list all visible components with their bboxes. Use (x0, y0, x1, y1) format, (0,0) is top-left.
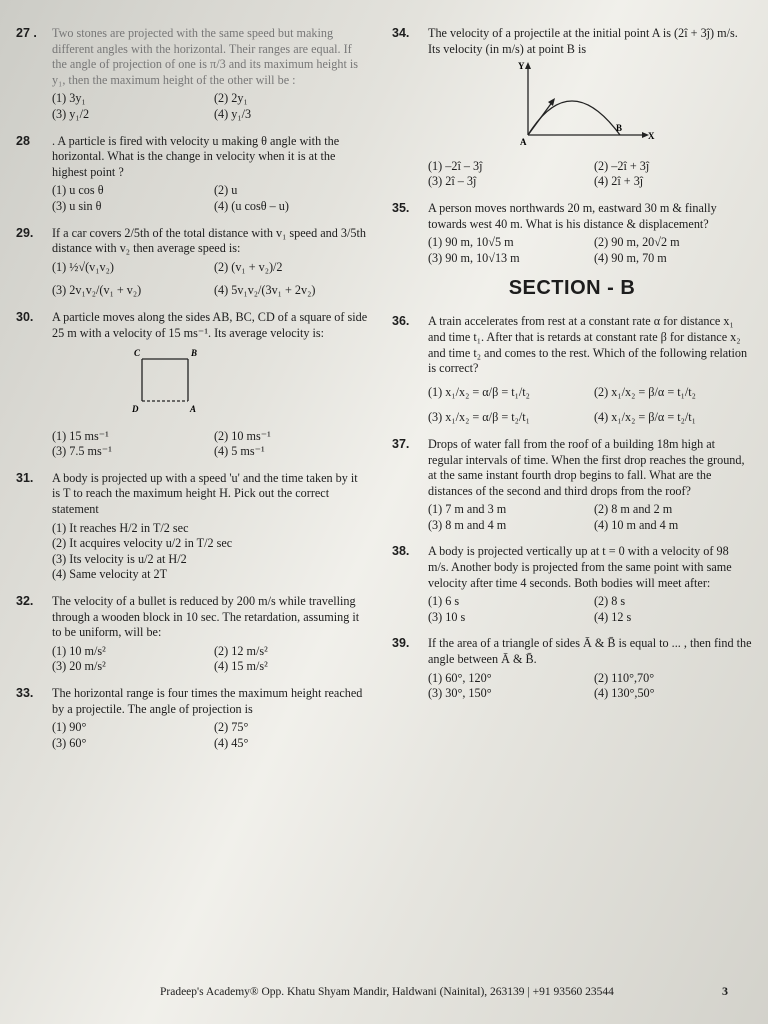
question-34 (392, 26, 752, 190)
option-1: (1) 3y₁ (52, 91, 86, 106)
option-4: (4) 5 ms⁻¹ (214, 444, 265, 459)
option-2: (2) 90 m, 20√2 m (594, 235, 680, 250)
trajectory-curve (528, 101, 623, 135)
square-path-diagram (112, 345, 222, 417)
option-4: (4) 15 m/s² (214, 659, 268, 674)
option-1: (1) 7 m and 3 m (428, 502, 507, 517)
option-2: (2) 75° (214, 720, 249, 735)
option-1: (1) x₁/x₂ = α/β = t₁/t₂ (428, 384, 530, 399)
question-number: 32. (16, 594, 34, 609)
option-1: (1) u cos θ (52, 183, 104, 198)
question-number: 35. (392, 200, 410, 215)
options (428, 385, 752, 426)
option-4: (4) 2î + 3ĵ (594, 174, 644, 189)
options (52, 429, 368, 460)
option-3: (3) 7.5 ms⁻¹ (52, 444, 112, 459)
question-29 (16, 226, 368, 299)
question-number: 30. (16, 309, 34, 324)
option-2: (2) It acquires velocity u/2 in T/2 sec (52, 536, 233, 551)
option-1: (1) 60°, 120° (428, 670, 492, 685)
question-text: A particle moves along the sides AB, BC, CD of a square of side 25 m with a velocity of 15 ms⁻¹. Its average velocity is: (52, 309, 368, 340)
question-text: . A particle is fired with velocity u making θ angle with the horizontal. What is the change in velocity when it is at the highest point ? (52, 133, 340, 179)
option-4: (4) 10 m and 4 m (594, 517, 679, 532)
question-number: 36. (392, 314, 410, 329)
option-4: (4) 45° (214, 735, 249, 750)
question-31 (16, 471, 368, 583)
options (52, 644, 368, 675)
question-text: Drops of water fall from the roof of a building 18m high at regular intervals of time. When the first drop reaches the ground, at the same instant fourth drop begins to fall. What are the distances of the second and third drops from the roof? (428, 436, 745, 498)
options (52, 720, 368, 751)
label-x: X (648, 131, 655, 142)
question-text: If the area of a triangle of sides Ā & B̄ is equal to ... , then find the angle between Ā & B̄. (428, 636, 752, 667)
question-36 (392, 314, 752, 426)
question-27 (16, 26, 368, 123)
question-text: A body is projected up with a speed 'u' and the time taken by it is T to reach the maximum height H. Pick out the correct statement (52, 470, 358, 517)
question-number: 39. (392, 636, 410, 651)
option-1: (1) 90° (52, 720, 87, 735)
question-28 (16, 134, 368, 215)
page-footer: Pradeep's Academy® Opp. Khatu Shyam Mandir, Haldwani (Nainital), 263139 | +91 93560 23544 (160, 986, 614, 998)
options (428, 502, 752, 533)
option-2: (2) 2y₁ (214, 91, 248, 106)
options (52, 91, 368, 122)
question-text: A person moves northwards 20 m, eastward 30 m & finally towards west 40 m. What is his distance & displacement? (428, 200, 717, 231)
option-2: (2) x₁/x₂ = β/α = t₁/t₂ (594, 384, 696, 399)
question-number: 28 (16, 133, 30, 148)
section-heading: SECTION - B (508, 277, 636, 300)
question-text: The velocity of a bullet is reduced by 200 m/s while travelling through a wooden block in 10 sec. The retardation, assuming it to be uniform, will be: (52, 594, 360, 640)
option-3: (3) 60° (52, 735, 87, 750)
option-4: (4) 12 s (594, 609, 632, 624)
question-number: 38. (392, 544, 410, 559)
options (428, 671, 752, 702)
question-35 (392, 201, 752, 266)
option-2: (2) 8 m and 2 m (594, 502, 673, 517)
question-30 (16, 310, 368, 460)
question-text: A train accelerates from rest at a constant rate α for distance x₁ and time t₁. After that is retards at constant rate β for distance x₂ and time t₂ and comes to the rest. Which of the following relation is correct? (428, 314, 748, 376)
velocity-arrowhead (548, 98, 555, 106)
question-38 (392, 544, 752, 625)
initial-velocity-vector (528, 101, 553, 135)
option-3: (3) 30°, 150° (428, 686, 492, 701)
label-c: C (134, 348, 141, 359)
option-4: (4) 90 m, 70 m (594, 250, 667, 265)
y-axis-arrow (525, 62, 531, 69)
option-1: (1) 10 m/s² (52, 643, 106, 658)
option-1: (1) 6 s (428, 594, 460, 609)
option-3: (3) 10 s (428, 609, 466, 624)
option-4: (4) (u cosθ – u) (214, 198, 289, 213)
question-text: A body is projected vertically up at t = 0 with a velocity of 98 m/s. Another body is projected from the same point with same velocity after time 4 seconds. Both bodies will meet after: (428, 544, 732, 590)
question-number: 34. (392, 26, 410, 40)
question-text: If a car covers 2/5th of the total distance with v₁ speed and 3/5th distance with v₂ then average speed is: (52, 225, 366, 256)
option-2: (2) –2î + 3ĵ (594, 158, 650, 173)
label-a: A (190, 404, 197, 415)
question-text: The horizontal range is four times the maximum height reached by a projectile. The angle of projection is (52, 686, 363, 716)
option-1: (1) 90 m, 10√5 m (428, 235, 514, 250)
question-text: The velocity of a projectile at the initial point A is (2î + 3ĵ) m/s. Its velocity (in m/s) at point B is (428, 26, 738, 56)
question-text: Two stones are projected with the same speed but making different angles with the horizontal. Their ranges are equal. If the angle of projection of one is π/3 and its maximum height is y₁, then the maximum height of the other will be : (52, 26, 359, 87)
label-b: B (191, 348, 198, 359)
options (52, 521, 368, 583)
right-column (392, 26, 752, 713)
question-number: 37. (392, 436, 410, 451)
option-1: (1) 15 ms⁻¹ (52, 428, 109, 443)
option-2: (2) 12 m/s² (214, 643, 268, 658)
option-4: (4) 5v₁v₂/(3v₁ + 2v₂) (214, 283, 316, 298)
option-3: (3) x₁/x₂ = α/β = t₂/t₁ (428, 410, 530, 425)
option-2: (2) u (214, 183, 238, 198)
option-4: (4) x₁/x₂ = β/α = t₂/t₁ (594, 410, 696, 425)
option-3: (3) 8 m and 4 m (428, 517, 507, 532)
options (52, 183, 368, 214)
options (428, 159, 752, 190)
label-a: A (520, 137, 527, 148)
option-3: (3) u sin θ (52, 198, 102, 213)
question-number: 31. (16, 470, 34, 485)
projectile-diagram (508, 61, 658, 147)
option-3: (3) y₁/2 (52, 106, 90, 121)
options (428, 235, 752, 266)
option-1: (1) It reaches H/2 in T/2 sec (52, 520, 189, 535)
label-y: Y (518, 61, 525, 72)
question-number: 33. (16, 686, 34, 700)
page-number: 3 (722, 984, 728, 998)
option-2: (2) 10 ms⁻¹ (214, 428, 271, 443)
question-32 (16, 594, 368, 675)
options (52, 260, 368, 299)
option-4: (4) Same velocity at 2T (52, 567, 168, 582)
option-3: (3) 90 m, 10√13 m (428, 250, 520, 265)
left-column (16, 26, 368, 762)
label-d: D (132, 404, 139, 415)
question-number: 27 . (16, 26, 37, 40)
option-1: (1) ½√(v₁v₂) (52, 259, 114, 274)
question-37 (392, 437, 752, 534)
option-3: (3) 2v₁v₂/(v₁ + v₂) (52, 283, 142, 298)
label-b: B (616, 123, 623, 134)
question-33 (16, 686, 368, 751)
option-3: (3) Its velocity is u/2 at H/2 (52, 551, 187, 566)
option-3: (3) 20 m/s² (52, 659, 106, 674)
options (428, 594, 752, 625)
option-2: (2) 8 s (594, 594, 626, 609)
option-1: (1) –2î – 3ĵ (428, 158, 483, 173)
question-number: 29. (16, 225, 34, 240)
option-4: (4) y₁/3 (214, 106, 252, 121)
option-4: (4) 130°,50° (594, 686, 655, 701)
question-39 (392, 636, 752, 701)
option-2: (2) 110°,70° (594, 670, 655, 685)
option-2: (2) (v₁ + v₂)/2 (214, 259, 283, 274)
option-3: (3) 2î – 3ĵ (428, 174, 477, 189)
